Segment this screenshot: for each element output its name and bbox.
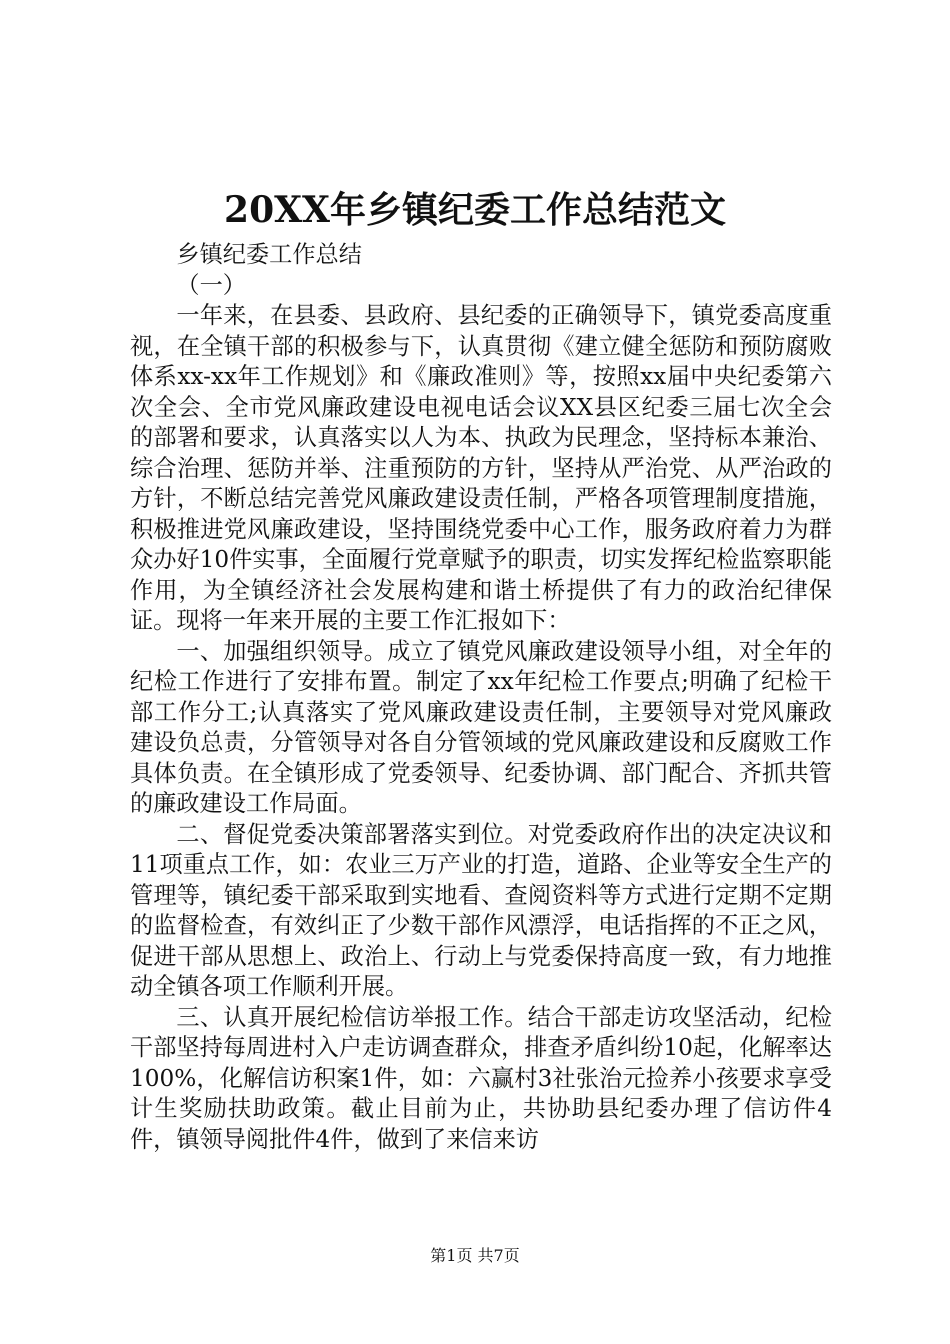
document-subtitle: 乡镇纪委工作总结 <box>176 241 362 268</box>
document-body <box>130 240 832 1155</box>
paragraph-section-3: 三、认真开展纪检信访举报工作。结合干部走访攻坚活动，纪检干部坚持每周进村入户走访调查群众，排查矛盾纠纷10起，化解率达100%，化解信访积案1件，如：六赢村3社张治元捡养小孩要求享受计生奖励扶助政策。截止目前为止，共协助县纪委办理了信访件4件，镇领导阅批件4件，做到了来信来访 <box>130 1003 832 1153</box>
paragraph-section-2: 二、督促党委决策部署落实到位。对党委政府作出的决定决议和11项重点工作，如：农业三万产业的打造，道路、企业等安全生产的管理等，镇纪委干部采取到实地看、查阅资料等方式进行定期不定期的监督检查，有效纠正了少数干部作风漂浮，电话指挥的不正之风，促进干部从思想上、政治上、行动上与党委保持高度一致，有力地推动全镇各项工作顺利开展。 <box>130 820 832 1000</box>
document-title: 20XX年乡镇纪委工作总结范文 <box>224 189 726 231</box>
paragraph-intro: 一年来，在县委、县政府、县纪委的正确领导下，镇党委高度重视，在全镇干部的积极参与下，认真贯彻《建立健全惩防和预防腐败体系xx-xx年工作规划》和《廉政准则》等，按照xx届中央纪委第六次全会、全市党风廉政建设电视电话会议XX县区纪委三届七次全会的部署和要求，认真落实以人为本、执政为民理念，坚持标本兼治、综合治理、惩防并举、注重预防的方针，坚持从严治党、从严治政的方针，不断总结完善党风廉政建设责任制，严格各项管理制度措施，积极推进党风廉政建设，坚持围绕党委中心工作，服务政府着力为群众办好10件实事，全面履行党章赋予的职责，切实发挥纪检监察职能作用，为全镇经济社会发展构建和谐土桥提供了有力的政治纪律保证。现将一年来开展的主要工作汇报如下： <box>130 302 832 634</box>
section-marker: （一） <box>176 271 246 299</box>
paragraph-section-1: 一、加强组织领导。成立了镇党风廉政建设领导小组，对全年的纪检工作进行了安排布置。制定了xx年纪检工作要点;明确了纪检干部工作分工;认真落实了党风廉政建设责任制，主要领导对党风廉政建设负总责，分管领导对各自分管领域的党风廉政建设和反腐败工作具体负责。在全镇形成了党委领导、纪委协调、部门配合、齐抓共管的廉政建设工作局面。 <box>130 637 832 817</box>
page-footer: 第1页 共7页 <box>430 1246 520 1265</box>
